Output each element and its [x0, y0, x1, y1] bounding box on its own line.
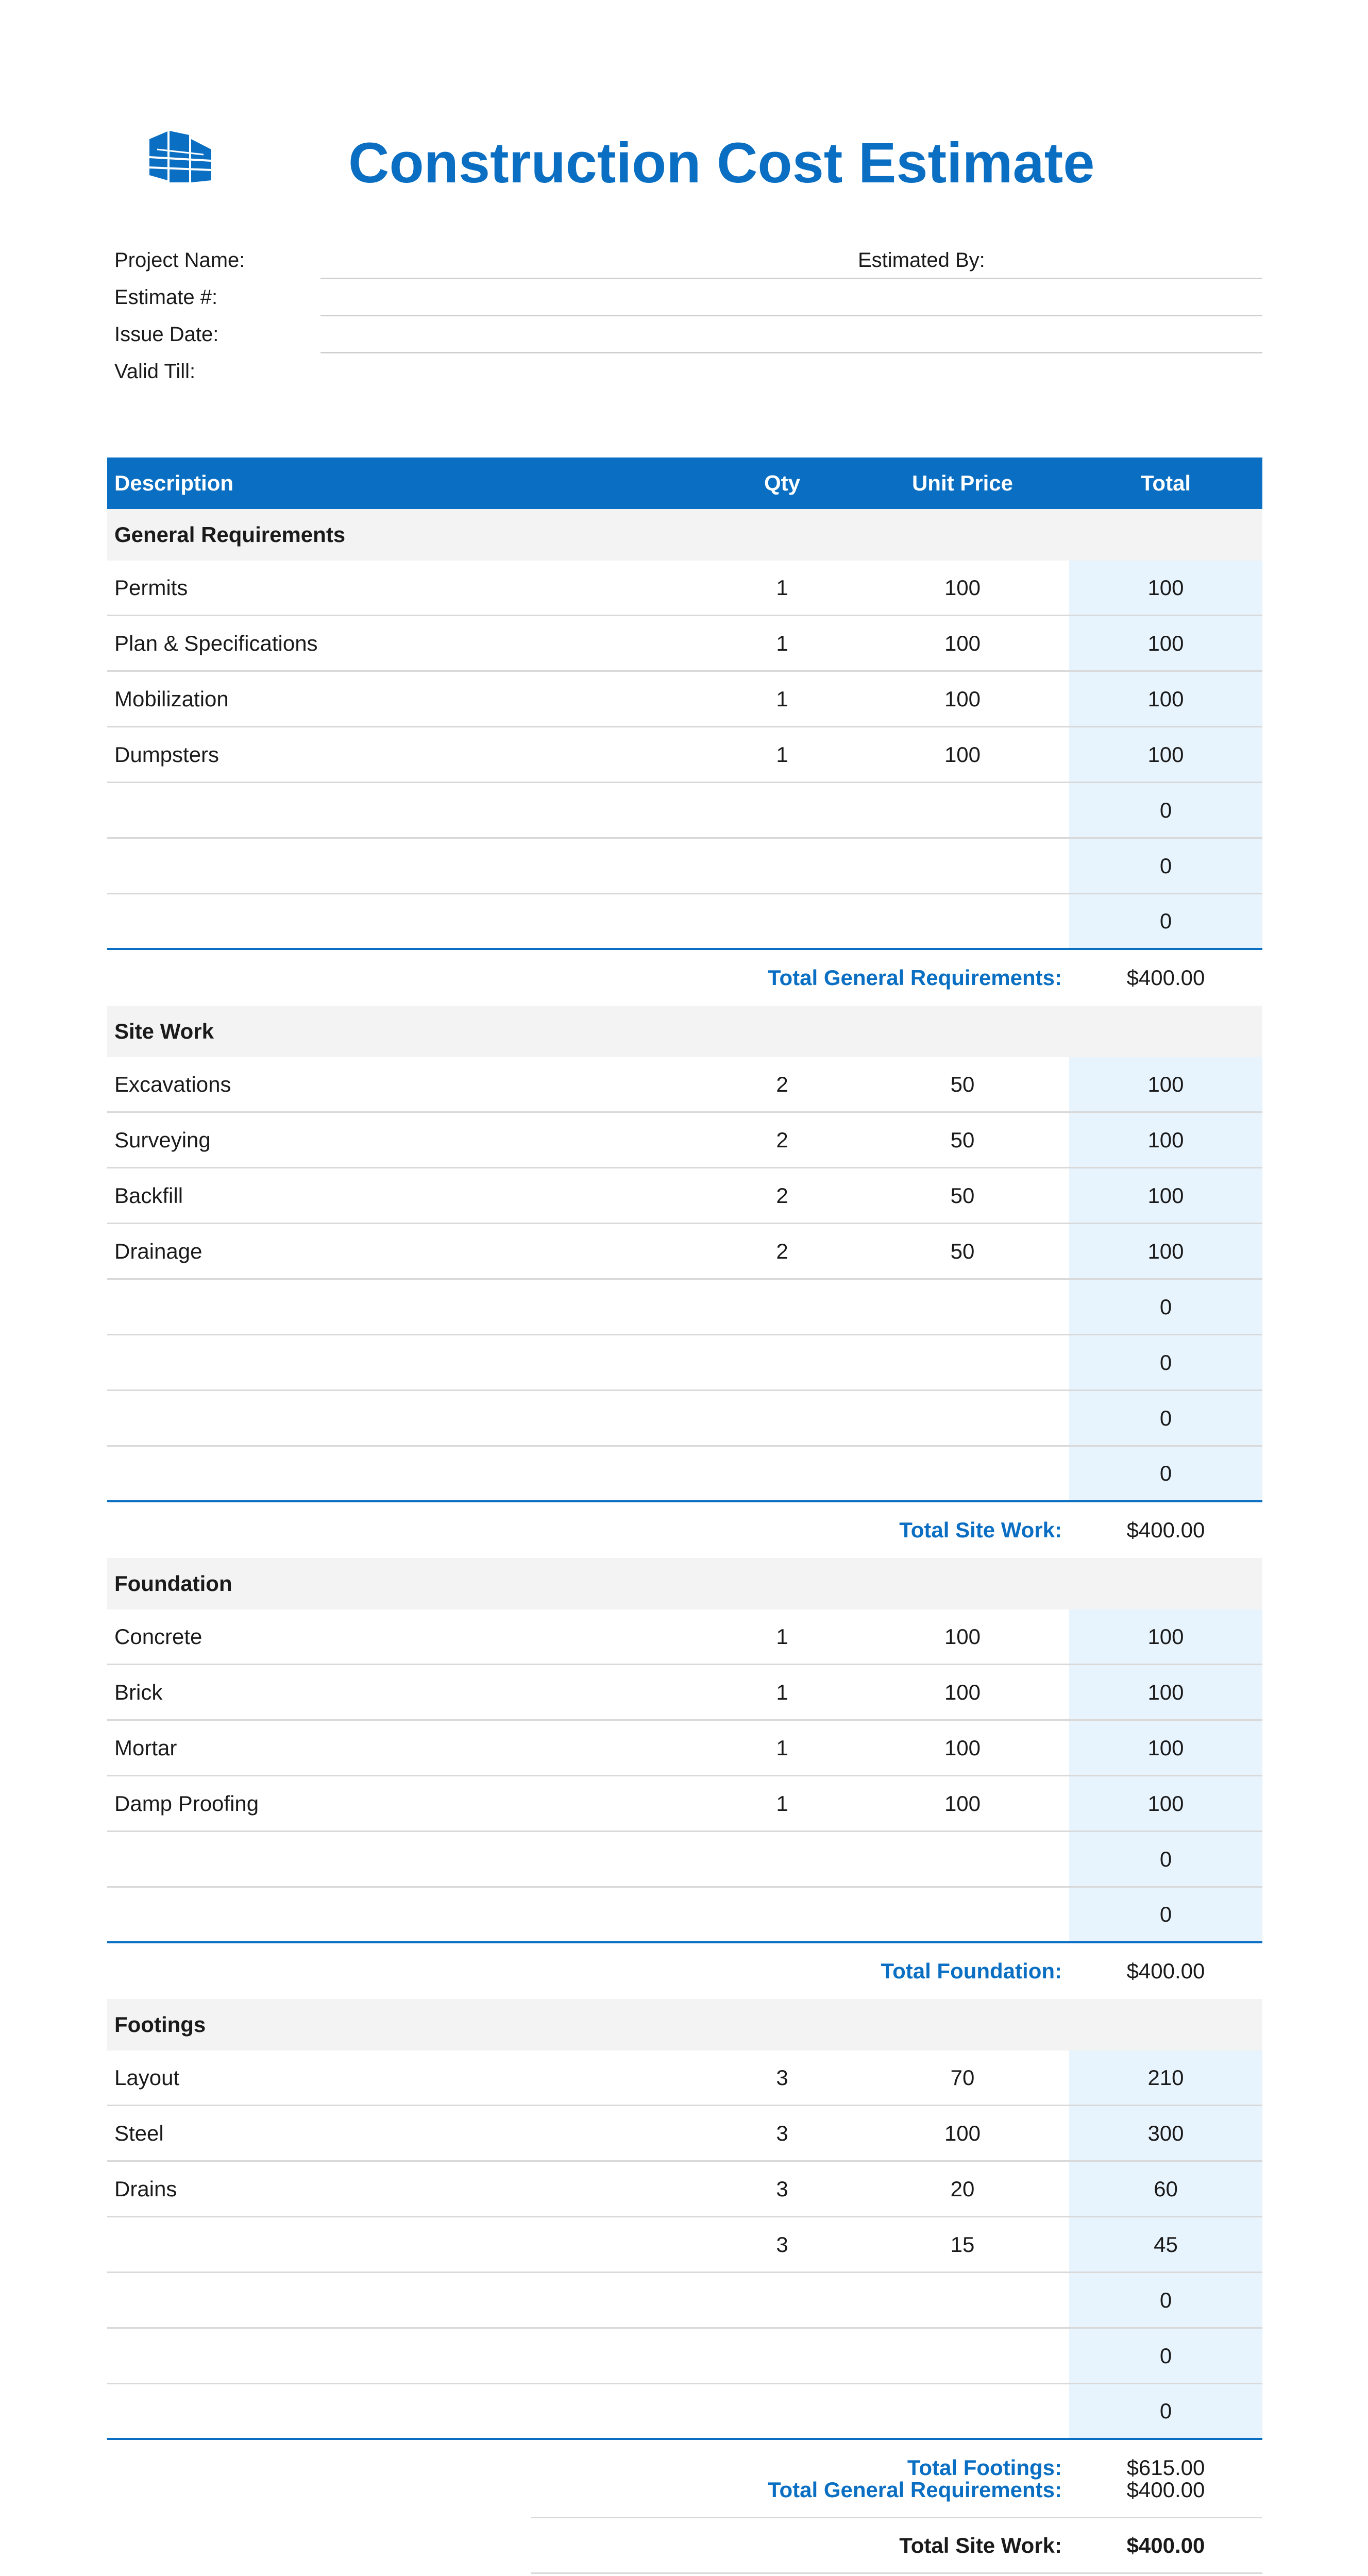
item-qty[interactable]: 2: [776, 1183, 788, 1208]
table-row: [107, 2106, 1262, 2162]
section-total-value: $615.00: [1126, 2455, 1205, 2480]
item-total: 0: [1069, 1280, 1262, 1334]
item-unit-price[interactable]: 100: [944, 1791, 981, 1816]
estimate-number-field[interactable]: [320, 315, 1262, 316]
issue-date-field[interactable]: [320, 352, 1262, 353]
table-row: [107, 561, 1262, 616]
summary-value: [1069, 2574, 1262, 2576]
item-description[interactable]: Layout: [114, 2065, 180, 2090]
item-unit-price[interactable]: 100: [944, 1680, 981, 1704]
item-total: 100: [1069, 1113, 1262, 1167]
item-description[interactable]: Damp Proofing: [114, 1791, 259, 1816]
item-description[interactable]: Surveying: [114, 1127, 211, 1152]
item-description[interactable]: Steel: [114, 2121, 164, 2145]
item-description[interactable]: Dumpsters: [114, 742, 219, 767]
table-row: [107, 1665, 1262, 1721]
item-total: 100: [1069, 616, 1262, 670]
item-total: 100: [1069, 1224, 1262, 1278]
item-unit-price[interactable]: 70: [950, 2065, 975, 2090]
table-row: [107, 727, 1262, 783]
item-total: 100: [1069, 1168, 1262, 1223]
table-row: [107, 1776, 1262, 1832]
item-unit-price[interactable]: 50: [950, 1127, 975, 1152]
item-total: 0: [1069, 1447, 1262, 1500]
item-qty[interactable]: 2: [776, 1072, 788, 1096]
project-name-field[interactable]: [320, 278, 1262, 279]
table-row: [107, 2050, 1262, 2106]
item-qty[interactable]: 1: [776, 631, 788, 655]
summary-row: [531, 2518, 1262, 2574]
item-unit-price[interactable]: [911, 2329, 1014, 2383]
table-row: [107, 2273, 1262, 2329]
item-total: 0: [1069, 1391, 1262, 1445]
item-total: 210: [1069, 2050, 1262, 2105]
summary-label: [881, 2574, 1069, 2576]
page-title: Construction Cost Estimate: [348, 131, 1095, 195]
section-header: [107, 1999, 1262, 2050]
section-total-row: [107, 1943, 1262, 1999]
header-unit-price: Unit Price: [911, 471, 1014, 495]
item-qty[interactable]: [741, 2273, 823, 2327]
table-row: [107, 1391, 1262, 1447]
item-unit-price[interactable]: 100: [944, 1624, 981, 1649]
item-description[interactable]: Mobilization: [114, 686, 229, 711]
item-description[interactable]: Drainage: [114, 1239, 202, 1263]
section-title: General Requirements: [114, 522, 346, 547]
item-total: 0: [1069, 2384, 1262, 2438]
item-description[interactable]: Backfill: [114, 1183, 183, 1208]
item-total: 100: [1069, 672, 1262, 726]
estimated-by-label: Estimated By:: [858, 249, 985, 272]
item-description[interactable]: Concrete: [114, 1624, 202, 1649]
table-row: [107, 1168, 1262, 1224]
item-unit-price[interactable]: 100: [944, 1735, 981, 1760]
item-unit-price[interactable]: [911, 1335, 1014, 1389]
section-total-value: $400.00: [1126, 965, 1205, 990]
item-qty[interactable]: [741, 1335, 823, 1389]
section-total-row: [107, 1502, 1262, 1558]
table-header: [107, 457, 1262, 509]
item-qty[interactable]: 2: [776, 1239, 788, 1263]
item-qty[interactable]: 3: [776, 2232, 788, 2257]
item-total: 0: [1069, 2329, 1262, 2383]
table-row: [107, 1224, 1262, 1280]
table-row: [107, 2217, 1262, 2273]
item-total: 100: [1069, 727, 1262, 782]
item-qty[interactable]: 3: [776, 2176, 788, 2201]
item-qty[interactable]: 3: [776, 2121, 788, 2145]
project-name-label: Project Name:: [114, 249, 245, 272]
item-total: 0: [1069, 2273, 1262, 2327]
table-row: [107, 1447, 1262, 1502]
estimate-number-label: Estimate #:: [114, 286, 218, 309]
item-qty[interactable]: 1: [776, 575, 788, 600]
section-header: [107, 1558, 1262, 1609]
item-description[interactable]: Permits: [114, 575, 188, 600]
estimate-table: [107, 457, 1262, 2496]
table-row: [107, 1888, 1262, 1943]
table-row: [107, 1280, 1262, 1335]
table-row: [107, 839, 1262, 894]
section-header: [107, 509, 1262, 561]
section-total-row: [107, 950, 1262, 1006]
building-logo-icon: [147, 129, 214, 188]
item-description[interactable]: Brick: [114, 1680, 163, 1704]
item-qty[interactable]: 1: [776, 1735, 788, 1760]
item-unit-price[interactable]: 50: [950, 1072, 975, 1096]
item-total: 0: [1069, 1335, 1262, 1389]
item-unit-price[interactable]: [911, 1888, 1014, 1941]
summary-row: [531, 2574, 1262, 2576]
table-row: [107, 672, 1262, 727]
header-qty: Qty: [764, 471, 800, 495]
item-total: 0: [1069, 1832, 1262, 1886]
item-total: 100: [1069, 1776, 1262, 1831]
section-header: [107, 1006, 1262, 1057]
table-row: [107, 1609, 1262, 1665]
table-row: [107, 616, 1262, 672]
item-total: 100: [1069, 561, 1262, 615]
item-unit-price[interactable]: 50: [950, 1239, 975, 1263]
item-qty[interactable]: 1: [776, 1680, 788, 1704]
item-qty[interactable]: [741, 1280, 823, 1334]
table-row: [107, 2329, 1262, 2384]
section-total-label: Total General Requirements:: [767, 965, 1062, 990]
item-unit-price[interactable]: 15: [950, 2232, 975, 2257]
section-total-label: Total Footings:: [907, 2455, 1062, 2480]
item-qty[interactable]: [741, 2384, 823, 2438]
summary-table: [531, 2463, 1262, 2576]
item-qty[interactable]: [741, 894, 823, 948]
item-qty[interactable]: [741, 1888, 823, 1941]
item-qty[interactable]: [741, 839, 823, 893]
item-qty[interactable]: 1: [776, 1624, 788, 1649]
item-unit-price[interactable]: 20: [950, 2176, 975, 2201]
item-unit-price[interactable]: 100: [944, 575, 981, 600]
item-description[interactable]: Excavations: [114, 1072, 231, 1096]
table-row: [107, 2384, 1262, 2440]
item-unit-price[interactable]: [911, 1832, 1014, 1886]
item-unit-price[interactable]: [911, 894, 1014, 948]
item-qty[interactable]: 1: [776, 742, 788, 767]
item-total: 100: [1069, 1609, 1262, 1664]
item-unit-price[interactable]: [911, 2273, 1014, 2327]
item-total: 100: [1069, 1057, 1262, 1111]
item-qty[interactable]: 1: [776, 1791, 788, 1816]
item-unit-price[interactable]: [911, 2384, 1014, 2438]
table-row: [107, 1721, 1262, 1776]
section-total-value: $400.00: [1126, 1518, 1205, 1542]
table-row: [107, 783, 1262, 839]
header-total: Total: [1140, 471, 1191, 495]
summary-row: [531, 2463, 1262, 2518]
item-total: 300: [1069, 2106, 1262, 2160]
item-qty[interactable]: [741, 1447, 823, 1500]
table-row: [107, 1832, 1262, 1888]
item-unit-price[interactable]: 100: [944, 686, 981, 711]
section-title: Footings: [114, 2012, 206, 2037]
item-total: 45: [1069, 2217, 1262, 2272]
item-description[interactable]: Mortar: [114, 1735, 177, 1760]
item-unit-price[interactable]: [911, 1447, 1014, 1500]
section-title: Site Work: [114, 1019, 214, 1043]
item-total: 0: [1069, 783, 1262, 837]
item-unit-price[interactable]: 50: [950, 1183, 975, 1208]
item-unit-price[interactable]: [911, 839, 1014, 893]
summary-label: Total Site Work:: [899, 2533, 1062, 2557]
item-qty[interactable]: 2: [776, 1127, 788, 1152]
item-qty[interactable]: 1: [776, 686, 788, 711]
valid-till-label: Valid Till:: [114, 360, 196, 383]
table-row: [107, 1113, 1262, 1168]
issue-date-label: Issue Date:: [114, 323, 219, 346]
item-description[interactable]: Drains: [114, 2176, 177, 2201]
item-unit-price[interactable]: 100: [944, 742, 981, 767]
item-total: 0: [1069, 894, 1262, 948]
item-qty[interactable]: [741, 1832, 823, 1886]
item-qty[interactable]: 3: [776, 2065, 788, 2090]
item-total: 100: [1069, 1721, 1262, 1775]
section-total-label: Total Site Work:: [899, 1518, 1062, 1542]
item-description[interactable]: Plan & Specifications: [114, 631, 318, 655]
item-qty[interactable]: [741, 783, 823, 837]
table-row: [107, 1335, 1262, 1391]
item-unit-price[interactable]: [911, 1391, 1014, 1445]
section-total-label: Total Foundation:: [881, 1959, 1062, 1983]
item-unit-price[interactable]: [911, 783, 1014, 837]
section-title: Foundation: [114, 1571, 232, 1596]
item-total: 100: [1069, 1665, 1262, 1719]
item-unit-price[interactable]: [911, 1280, 1014, 1334]
item-total: 0: [1069, 839, 1262, 893]
summary-value: $400.00: [1126, 2477, 1205, 2502]
item-total: 60: [1069, 2162, 1262, 2216]
item-qty[interactable]: [741, 1391, 823, 1445]
table-row: [107, 2162, 1262, 2217]
item-total: 0: [1069, 1888, 1262, 1941]
header-description: Description: [114, 471, 234, 495]
summary-value: $400.00: [1126, 2533, 1205, 2557]
table-row: [107, 1057, 1262, 1113]
section-total-value: $400.00: [1126, 1959, 1205, 1983]
item-unit-price[interactable]: 100: [944, 631, 981, 655]
item-qty[interactable]: [741, 2329, 823, 2383]
table-row: [107, 894, 1262, 950]
item-unit-price[interactable]: 100: [944, 2121, 981, 2145]
summary-label: Total General Requirements:: [767, 2477, 1062, 2502]
